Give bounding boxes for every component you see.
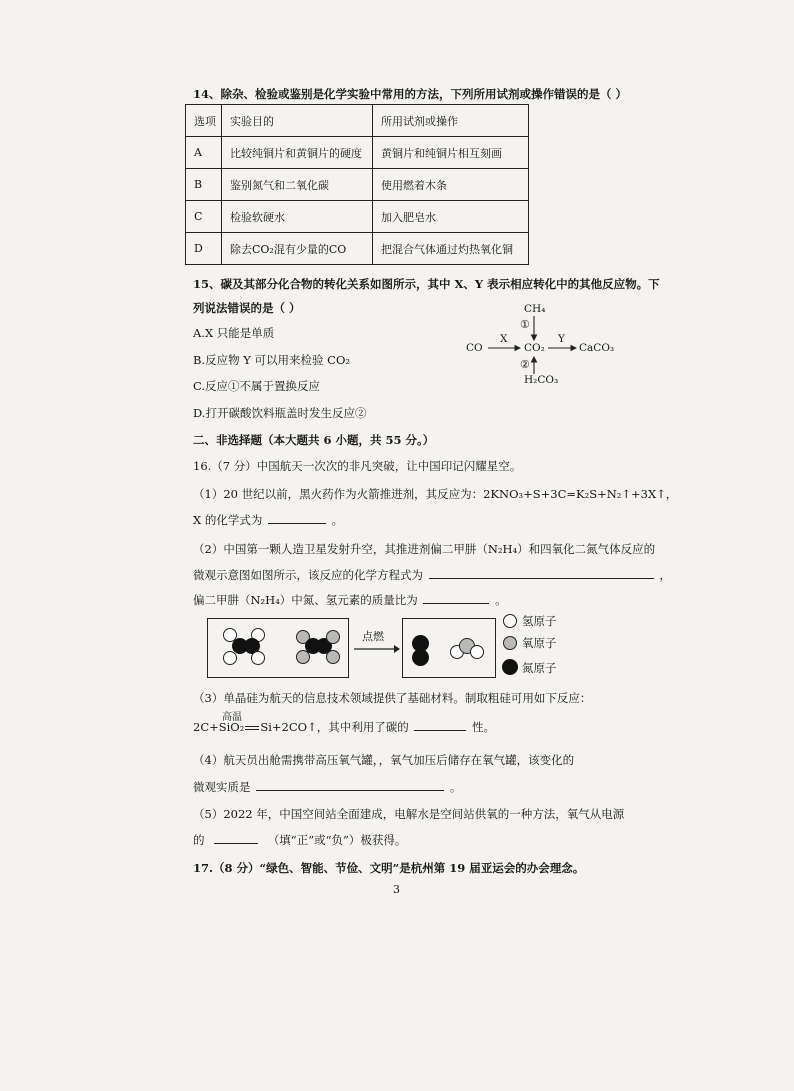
table-header: 实验目的 [222,105,373,137]
table-cell: 比较纯铜片和黄铜片的硬度 [222,137,373,169]
table-header: 所用试剂或操作 [373,105,529,137]
legend-oxygen-icon [503,636,517,650]
label-caco3: CaCO₃ [579,342,615,354]
q15-stem-line2: 列说法错误的是（ ） [193,301,301,315]
legend-nitrogen-label: 氮原子 [522,661,557,675]
punctuation: 。 [495,593,507,607]
ignite-condition: 点燃 [362,630,384,643]
q16-part2-line1: （2）中国第一颗人造卫星发射升空，其推进剂偏二甲肼（N₂H₄）和四氧化二氮气体反应的 [193,542,656,556]
q16-part1-line2 [193,512,343,528]
answer-blank-micro-essence[interactable] [256,780,444,791]
table-row [186,137,529,169]
q17-stem: 17.（8 分）“绿色、智能、节俭、文明”是杭州第 19 届亚运会的办会理念。 [193,861,585,875]
legend-nitrogen-icon [502,659,518,675]
table-cell: C [186,201,222,233]
legend-hydrogen-label: 氢原子 [522,614,557,628]
hydrogen-atom-icon [470,645,484,659]
table-cell: 加入肥皂水 [373,201,529,233]
reaction-condition: 高温 [222,712,242,723]
table-cell: D [186,233,222,265]
table-row [186,233,529,265]
q14-stem: 14、除杂、检验或鉴别是化学实验中常用的方法，下列所用试剂或操作错误的是（ ） [193,87,628,101]
table-cell: B [186,169,222,201]
q16-part5-prompt: 的 [193,833,205,847]
table-cell: 把混合气体通过灼热氧化铜 [373,233,529,265]
answer-blank-property[interactable] [414,720,466,731]
table-cell: 使用燃着木条 [373,169,529,201]
punctuation: 。 [449,780,462,794]
label-co: CO [466,342,483,354]
label-co2: CO₂ [524,342,545,354]
table-row [186,169,529,201]
q15-option-b: B.反应物 Y 可以用来检验 CO₂ [193,353,351,367]
q14-options-table [185,104,529,265]
table-cell: A [186,137,222,169]
oxygen-atom-icon [326,630,340,644]
equation-left: 2C+SiO₂ [193,720,245,734]
label-y: Y [558,333,565,345]
table-row [186,201,529,233]
q16-part1-prompt: X 的化学式为 [193,513,263,527]
q16-part5-line1: （5）2022 年，中国空间站全面建成，电解水是空间站供氧的一种方法，氧气从电源 [193,807,625,821]
label-x: X [500,333,508,345]
equals-sign-icon [245,726,259,730]
section-2-heading: 二、非选择题（本大题共 6 小题，共 55 分。） [193,433,435,447]
table-cell: 黄铜片和纯铜片相互刻画 [373,137,529,169]
punctuation: 。 [331,513,344,527]
q16-part2-ratio-prompt: 偏二甲肼（N₂H₄）中氮、氢元素的质量比为 [193,593,418,607]
q16-part2-line3 [193,592,507,608]
q15-stem-line1: 15、碳及其部分化合物的转化关系如图所示，其中 X、Y 表示相应转化中的其他反应物。下 [193,277,660,291]
q16-part4-line2 [193,779,461,795]
q16-part3-line2 [193,719,495,735]
carbon-conversion-diagram [462,300,652,390]
equation-right: Si+2CO↑，其中利用了碳的 [260,720,409,734]
oxygen-atom-icon [326,650,340,664]
q16-part2-prompt: 微观示意图如图所示，该反应的化学方程式为 [193,568,423,582]
legend-oxygen-label: 氧原子 [522,636,557,650]
table-cell: 除去CO₂混有少量的CO [222,233,373,265]
table-cell: 鉴别氮气和二氧化碳 [222,169,373,201]
q15-option-a: A.X 只能是单质 [193,326,275,340]
table-header: 选项 [186,105,222,137]
legend-hydrogen-icon [503,614,517,628]
q16-part5-line2 [193,832,406,848]
table-cell: 检验软硬水 [222,201,373,233]
hydrogen-atom-icon [223,651,237,665]
q16-part5-suffix: （填“正”或“负”）极获得。 [267,833,407,847]
answer-blank-electrode[interactable] [214,833,258,844]
label-reaction-1: ① [520,318,530,331]
q16-part3-suffix: 性。 [472,720,496,734]
products-box [402,618,496,678]
q15-option-d: D.打开碳酸饮料瓶盖时发生反应② [193,406,367,420]
table-header-row [186,105,529,137]
answer-blank-x-formula[interactable] [268,513,326,524]
q16-part2-line2 [193,567,671,583]
reaction-arrow-icon [354,643,400,655]
q16-part4-prompt: 微观实质是 [193,780,251,794]
label-reaction-2: ② [520,358,530,371]
reactants-box [207,618,349,678]
q16-stem: 16.（7 分）中国航天一次次的非凡突破，让中国印记闪耀星空。 [193,459,522,473]
q15-option-c: C.反应①不属于置换反应 [193,379,321,393]
label-h2co3: H₂CO₃ [524,374,559,386]
nitrogen-atom-icon [412,649,429,666]
hydrogen-atom-icon [251,651,265,665]
punctuation: ， [659,568,671,582]
diagram-arrows [462,300,652,390]
label-ch4: CH₄ [524,303,546,315]
answer-blank-mass-ratio[interactable] [423,593,489,604]
q16-part1-line1: （1）20 世纪以前，黑火药作为火箭推进剂，其反应为：2KNO₃+S+3C=K₂S+N₂↑+3X↑， [193,487,678,501]
q16-part3-line1: （3）单晶硅为航天的信息技术领域提供了基础材料。制取粗硅可用如下反应： [193,691,592,705]
answer-blank-equation[interactable] [429,568,654,579]
q16-part4-line1: （4）航天员出舱需携带高压氧气罐，，氧气加压后储存在氧气罐，该变化的 [193,753,575,767]
page-number: 3 [393,883,400,896]
